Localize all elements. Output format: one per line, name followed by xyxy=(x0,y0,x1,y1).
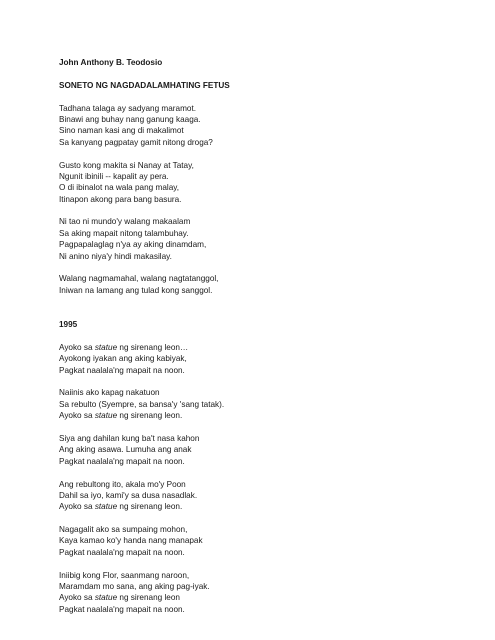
line-text: Sino naman kasi ang di makalimot xyxy=(59,126,184,136)
poem-body-1995 xyxy=(59,342,459,615)
stanza xyxy=(59,273,459,296)
poem-line xyxy=(59,103,459,114)
line-text: Ang rebultong ito, akala mo'y Poon xyxy=(59,479,186,489)
poem-line xyxy=(59,604,459,615)
line-text: Dahil sa iyo, kami'y sa dusa nasadlak. xyxy=(59,490,198,500)
poem-line xyxy=(59,444,459,455)
line-text: Ang aking asawa. Lumuha ang anak xyxy=(59,445,192,455)
line-text: Binawi ang buhay nang ganung kaaga. xyxy=(59,114,201,124)
italic-word: statue xyxy=(94,342,118,352)
poem-line xyxy=(59,365,459,376)
document-page xyxy=(59,57,459,615)
poem-line xyxy=(59,387,459,398)
line-text: Iniibig kong Flor, saanmang naroon, xyxy=(59,570,190,580)
poem-line xyxy=(59,239,459,250)
poem-line xyxy=(59,171,459,182)
poem-line xyxy=(59,410,459,421)
poem-line xyxy=(59,479,459,490)
poem-line xyxy=(59,581,459,592)
line-text: Iniwan na lamang ang tulad kong sanggol. xyxy=(59,285,213,295)
stanza xyxy=(59,160,459,206)
poem-line xyxy=(59,353,459,364)
stanza xyxy=(59,103,459,149)
poem-line xyxy=(59,137,459,148)
line-text: Ayoko sa xyxy=(59,342,95,352)
poem-title-1995: 1995 xyxy=(59,320,78,330)
poem-line xyxy=(59,524,459,535)
line-text: ng sirenang leon. xyxy=(117,411,183,421)
line-text: ng sirenang leon… xyxy=(117,342,189,352)
line-text: Ayokong iyakan ang aking kabiyak, xyxy=(59,354,187,364)
poem-line xyxy=(59,160,459,171)
poem-line xyxy=(59,194,459,205)
line-text: Ni anino niya'y hindi makasilay. xyxy=(59,251,172,261)
poem-line xyxy=(59,501,459,512)
stanza xyxy=(59,479,459,513)
poem-line xyxy=(59,125,459,136)
stanza xyxy=(59,342,459,376)
line-text: Itinapon akong para bang basura. xyxy=(59,194,182,204)
line-text: ng sirenang leon. xyxy=(117,502,183,512)
line-text: Ayoko sa xyxy=(59,502,95,512)
poem-line xyxy=(59,273,459,284)
line-text: Pagkat naalala'ng mapait na noon. xyxy=(59,547,185,557)
line-text: O di ibinalot na wala pang malay, xyxy=(59,183,180,193)
stanza xyxy=(59,524,459,558)
line-text: Tadhana talaga ay sadyang maramot. xyxy=(59,103,196,113)
poem-line xyxy=(59,433,459,444)
poem-line xyxy=(59,535,459,546)
poem-line xyxy=(59,114,459,125)
poem-line xyxy=(59,570,459,581)
italic-word: statue xyxy=(94,411,118,421)
line-text: Ni tao ni mundo'y walang makaalam xyxy=(59,217,191,227)
poem-title-soneto: SONETO NG NAGDADALAMHATING FETUS xyxy=(59,80,230,90)
stanza xyxy=(59,216,459,262)
line-text: Pagkat naalala'ng mapait na noon. xyxy=(59,456,185,466)
line-text: Gusto kong makita si Nanay at Tatay, xyxy=(59,160,194,170)
poem-line xyxy=(59,251,459,262)
line-text: Kaya kamao ko'y handa nang manapak xyxy=(59,536,203,546)
line-text: ng sirenang leon xyxy=(117,593,180,603)
poem-line xyxy=(59,182,459,193)
line-text: Sa aking mapait nitong talambuhay. xyxy=(59,228,189,238)
line-text: Pagkat naalala'ng mapait na noon. xyxy=(59,365,185,375)
line-text: Sa rebulto (Syempre, sa bansa'y 'sang tatak). xyxy=(59,399,225,409)
line-text: Pagkat naalala'ng mapait na noon. xyxy=(59,604,185,614)
poem-line xyxy=(59,547,459,558)
stanza xyxy=(59,433,459,467)
poem-line xyxy=(59,399,459,410)
poem-line xyxy=(59,456,459,467)
line-text: Naiinis ako kapag nakatuon xyxy=(59,388,160,398)
author-name: John Anthony B. Teodosio xyxy=(59,58,163,67)
poem-line xyxy=(59,216,459,227)
line-text: Sa kanyang pagpatay gamit nitong droga? xyxy=(59,137,213,147)
line-text: Ayoko sa xyxy=(59,593,95,603)
line-text: Siya ang dahilan kung ba't nasa kahon xyxy=(59,433,200,443)
line-text: Ayoko sa xyxy=(59,411,95,421)
line-text: Pagpapalaglag n'ya ay aking dinamdam, xyxy=(59,240,207,250)
line-text: Ngunit ibinili -- kapalit ay pera. xyxy=(59,171,169,181)
italic-word: statue xyxy=(94,502,118,512)
poem-line xyxy=(59,228,459,239)
italic-word: statue xyxy=(94,593,118,603)
line-text: Nagagalit ako sa sumpaing mohon, xyxy=(59,525,188,535)
line-text: Maramdam mo sana, ang aking pag-iyak. xyxy=(59,582,210,592)
poem-line xyxy=(59,342,459,353)
stanza xyxy=(59,570,459,616)
stanza xyxy=(59,387,459,421)
poem-line xyxy=(59,592,459,603)
poem-line xyxy=(59,285,459,296)
poem-body-soneto xyxy=(59,103,459,297)
poem-line xyxy=(59,490,459,501)
line-text: Walang nagmamahal, walang nagtatanggol, xyxy=(59,274,219,284)
